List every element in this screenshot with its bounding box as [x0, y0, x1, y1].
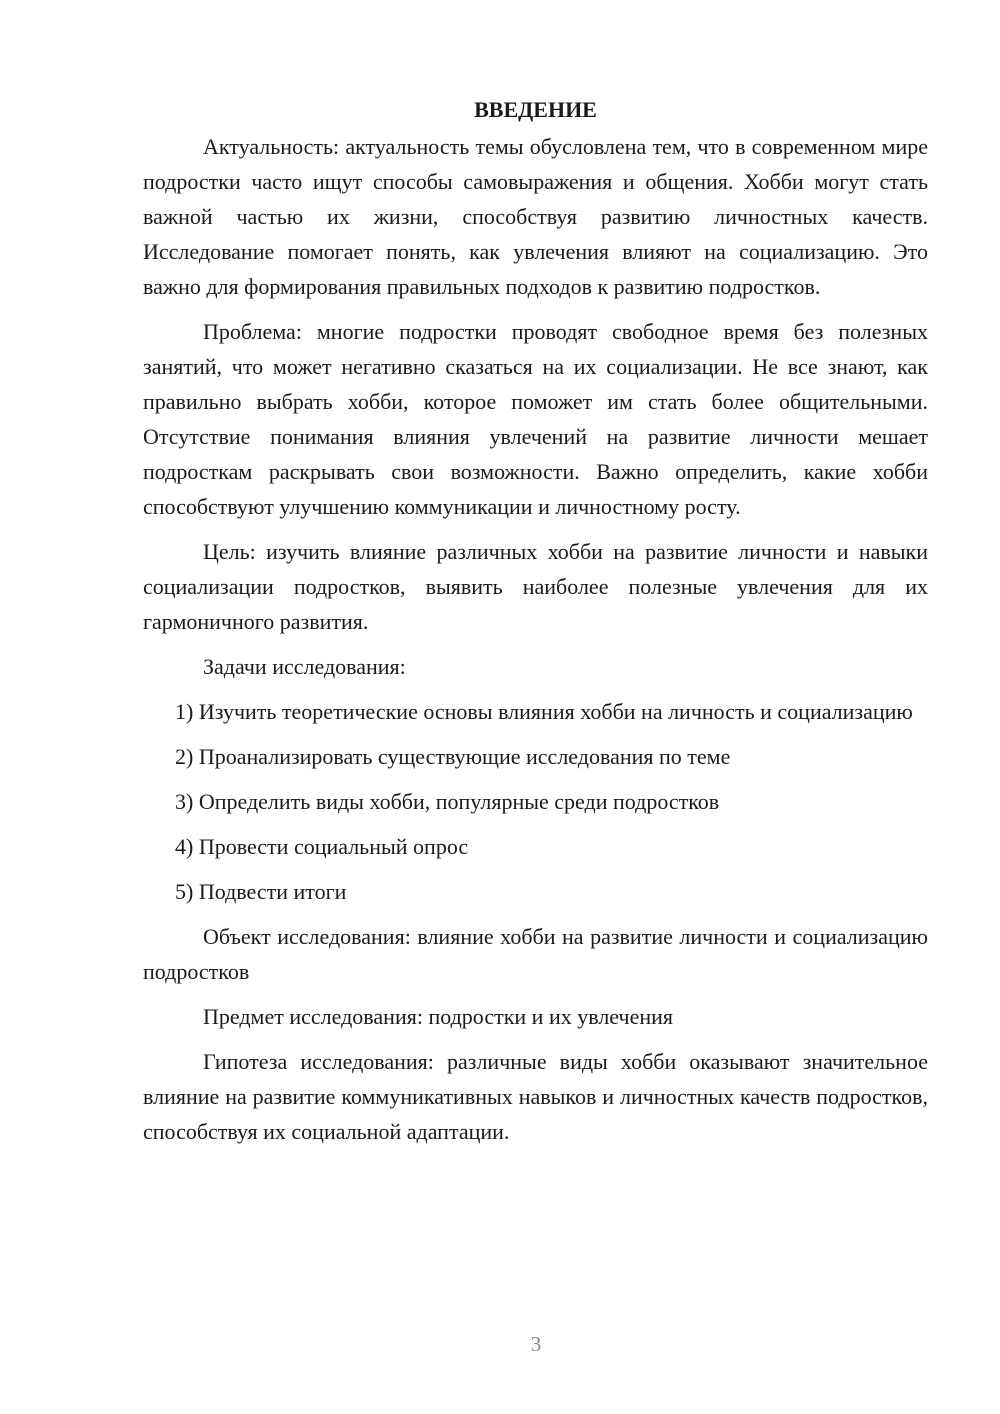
task-item: 3) Определить виды хобби, популярные среди подростков	[175, 789, 720, 814]
tasks-list	[143, 694, 928, 909]
paragraph-subject: Предмет исследования: подростки и их увлечения	[203, 1004, 674, 1029]
paragraph-hypothesis: Гипотеза исследования: различные виды хобби оказывают значительное влияние на развитие коммуникативных навыков и личностных качеств подростков, способствуя их социальной адаптации.	[143, 1049, 928, 1144]
paragraph-object: Объект исследования: влияние хобби на развитие личности и социализацию подростков	[143, 924, 928, 984]
section-heading: ВВЕДЕНИЕ	[474, 97, 597, 122]
task-item: 5) Подвести итоги	[175, 879, 347, 904]
task-item: 2) Проанализировать существующие исследования по теме	[175, 744, 731, 769]
paragraph-goal: Цель: изучить влияние различных хобби на развитие личности и навыки социализации подростков, выявить наиболее полезные увлечения для их гармоничного развития.	[143, 539, 928, 634]
task-item: 4) Провести социальный опрос	[175, 834, 469, 859]
paragraph-problem: Проблема: многие подростки проводят свободное время без полезных занятий, что может негативно сказаться на их социализации. Не все знают, как правильно выбрать хобби, которое поможет им стать более общительными. Отсутствие понимания влияния увлечений на развитие личности мешает подросткам раскрывать свои возможности. Важно определить, какие хобби способствуют улучшению коммуникации и личностному росту.	[143, 319, 928, 519]
tasks-intro: Задачи исследования:	[203, 654, 406, 679]
page-number: 3	[530, 1332, 542, 1356]
document-page	[143, 92, 928, 1159]
task-item: 1) Изучить теоретические основы влияния хобби на личность и социализацию	[175, 699, 913, 724]
paragraph-relevance: Актуальность: актуальность темы обусловлена тем, что в современном мире подростки часто ищут способы самовыражения и общения. Хобби могут стать важной частью их жизни, способствуя развитию личностных качеств. Исследование помогает понять, как увлечения влияют на социализацию. Это важно для формирования правильных подходов к развитию подростков.	[143, 134, 928, 299]
